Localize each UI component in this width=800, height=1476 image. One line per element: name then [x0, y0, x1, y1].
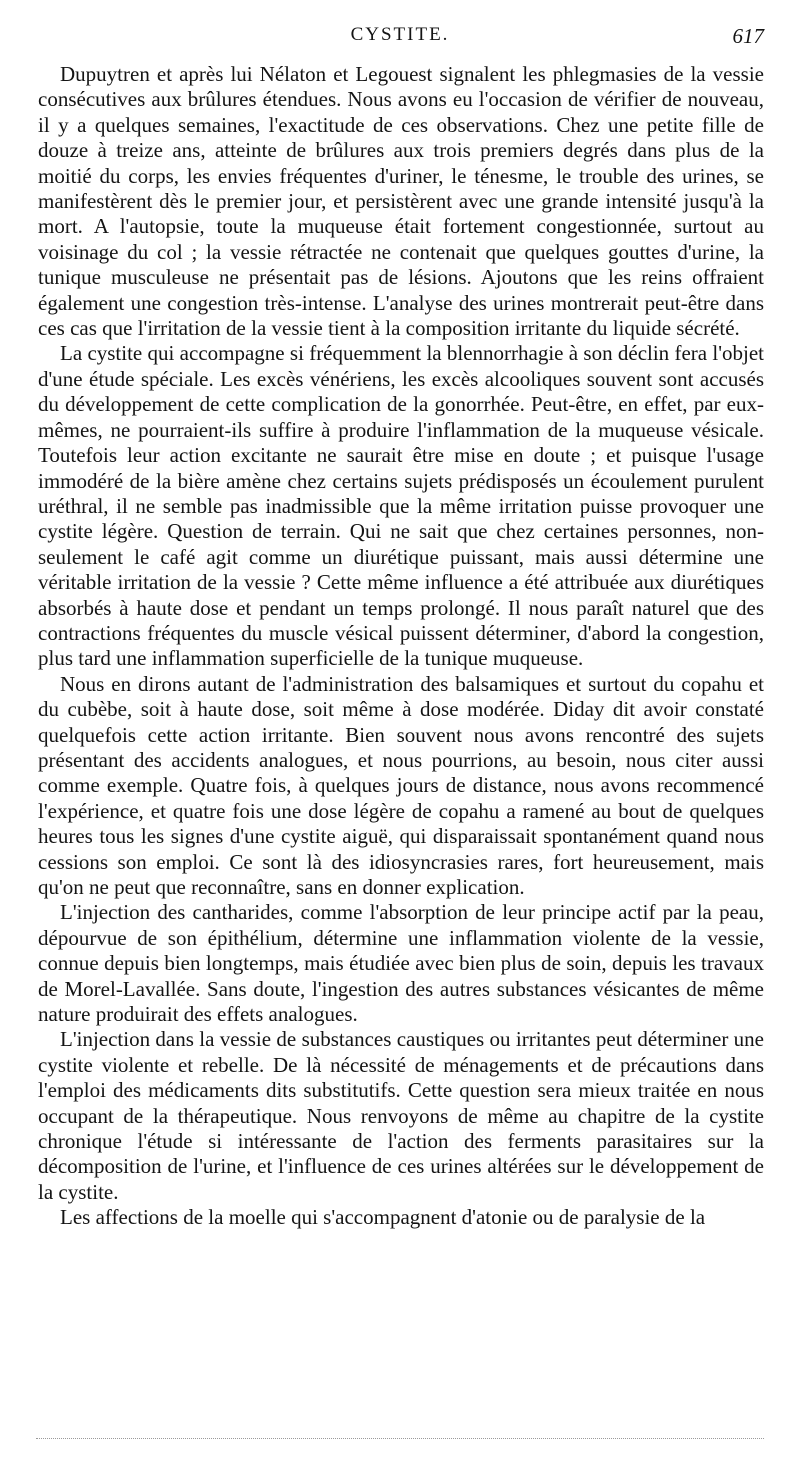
page-number: 617 [732, 24, 764, 48]
paragraph-balsamics: Nous en dirons autant de l'administration des balsamiques et surtout du copahu et du cubèbe, soit à haute dose, soit même à dose modérée. Diday dit avoir constaté quelquefois cette action irritante. Bien souvent nous avons rencontré des sujets présentant des accidents analogues, et nous pourrions, au besoin, nous citer aussi comme exemple. Quatre fois, à quelques jours de distance, nous avons recommencé l'expérience, et quatre fois une dose légère de copahu a ramené au bout de quelques heures tous les signes d'une cystite aiguë, qui disparaissait spontanément quand nous cessions son emploi. Ce sont là des idiosyncrasies rares, fort heureusement, mais qu'on ne peut que reconnaître, sans en donner explication. [38, 671, 764, 899]
body-text [38, 62, 764, 1231]
running-title: CYSTITE. [350, 24, 450, 45]
running-head [36, 24, 764, 52]
paragraph-cantharides: L'injection des cantharides, comme l'absorption de leur principe actif par la peau, dépourvue de son épithélium, détermine une inflammation violente de la vessie, connue depuis bien longtemps, mais étudiée avec bien plus de soin, depuis les travaux de Morel-Lavallée. Sans doute, l'ingestion des autres substances vésicantes de même nature produirait des effets analogues. [38, 900, 764, 1027]
footer-rule [36, 1438, 764, 1439]
paragraph-blennorrhagia: La cystite qui accompagne si fréquemment la blennorrhagie à son déclin fera l'objet d'une étude spéciale. Les excès vénériens, les excès alcooliques souvent sont accusés du développement de cette complication de la gonorrhée. Peut-être, en effet, par eux-mêmes, ne pourraient-ils suffire à produire l'inflammation de la muqueuse vésicale. Toutefois leur action excitante ne saurait être mise en doute ; et puisque l'usage immodéré de la bière amène chez certains sujets prédisposés un écoulement purulent uréthral, il ne semble pas inadmissible que la même irritation puisse provoquer une cystite légère. Question de terrain. Qui ne sait que chez certaines personnes, non-seulement le café agit comme un diurétique puissant, mais aussi détermine une véritable irritation de la vessie ? Cette même influence a été attribuée aux diurétiques absorbés à haute dose et pendant un temps prolongé. Il nous paraît naturel que des contractions fréquentes du muscle vésical puissent déterminer, d'abord la congestion, plus tard une inflammation superficielle de la tunique muqueuse. [38, 341, 764, 671]
paragraph-burns: Dupuytren et après lui Nélaton et Legouest signalent les phlegmasies de la vessie consécutives aux brûlures étendues. Nous avons eu l'occasion de vérifier de nouveau, il y a quelques semaines, l'exactitude de ces observations. Chez une petite fille de douze à treize ans, atteinte de brûlures aux trois premiers degrés dans plus de la moitié du corps, les envies fréquentes d'uriner, le ténesme, le trouble des urines, se manifestèrent dès le premier jour, et persistèrent avec une grande intensité jusqu'à la mort. A l'autopsie, toute la muqueuse était fortement congestionnée, surtout au voisinage du col ; la vessie rétractée ne contenait que quelques gouttes d'urine, la tunique musculeuse ne présentait pas de lésions. Ajoutons que les reins offraient également une congestion très-intense. L'analyse des urines montrerait peut-être dans ces cas que l'irritation de la vessie tient à la composition irritante du liquide sécrété. [38, 62, 764, 341]
paragraph-caustic-injection: L'injection dans la vessie de substances caustiques ou irritantes peut déterminer une cystite violente et rebelle. De là nécessité de ménagements et de précautions dans l'emploi des médicaments dits substitutifs. Cette question sera mieux traitée en nous occupant de la thérapeutique. Nous renvoyons de même au chapitre de la cystite chronique l'étude si intéressante de l'action des ferments parasitaires sur la décomposition de l'urine, et l'influence de ces urines altérées sur le développement de la cystite. [38, 1027, 764, 1204]
paragraph-spinal-cord: Les affections de la moelle qui s'accompagnent d'atonie ou de paralysie de la [60, 1205, 706, 1230]
